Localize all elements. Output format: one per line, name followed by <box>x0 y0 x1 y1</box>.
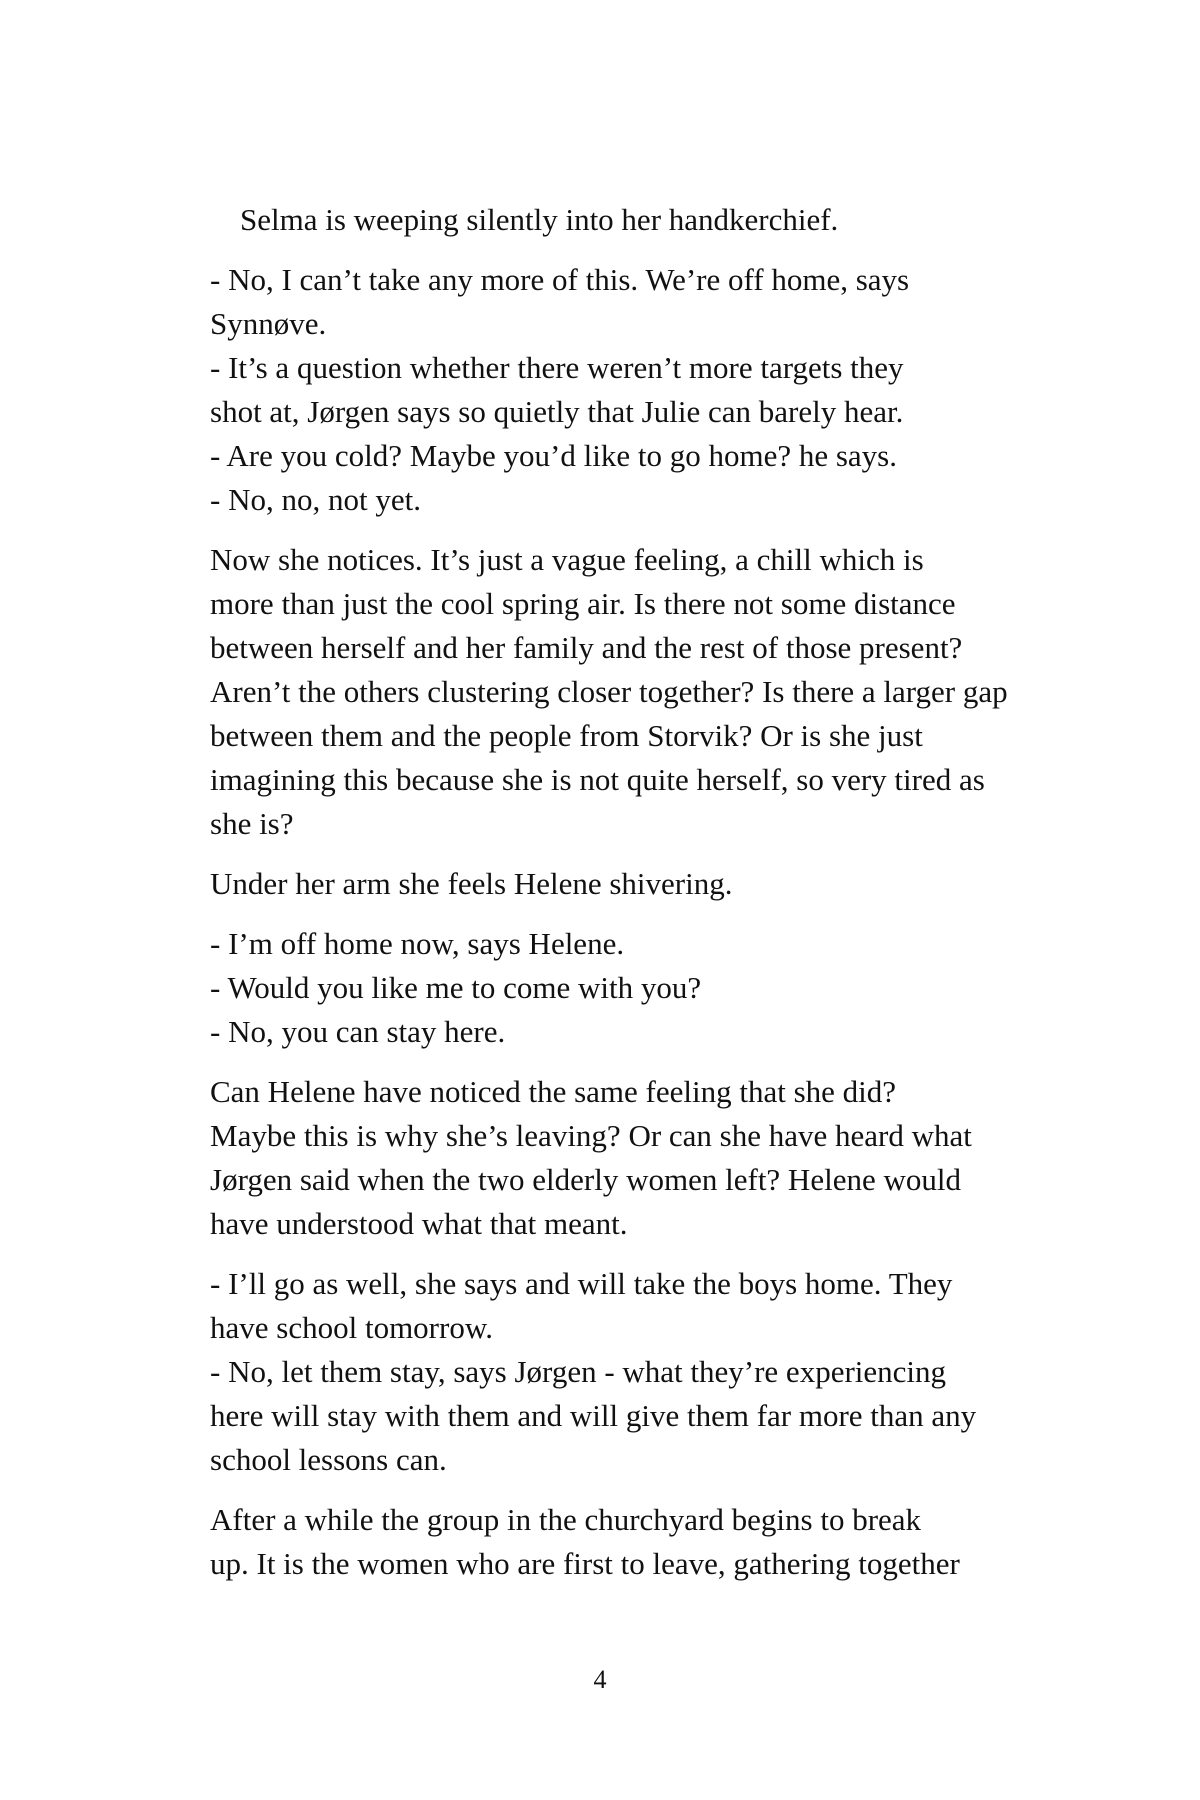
paragraph: - No, let them stay, says Jørgen - what they’re experiencing here will stay with them and will give them far more than any school lessons can. <box>210 1354 977 1477</box>
paragraph: - No, no, not yet. <box>210 482 421 517</box>
page-number: 4 <box>593 1665 607 1694</box>
paragraph: - I’ll go as well, she says and will take the boys home. They have school tomorrow. <box>210 1266 953 1345</box>
paragraph: - Are you cold? Maybe you’d like to go home? he says. <box>210 438 897 473</box>
body-text <box>150 198 1020 1586</box>
paragraph: - No, I can’t take any more of this. We’re off home, says Synnøve. <box>210 262 910 341</box>
paragraph: Selma is weeping silently into her handkerchief. <box>240 202 839 237</box>
paragraph: Under her arm she feels Helene shivering. <box>210 866 733 901</box>
paragraph: - No, you can stay here. <box>210 1014 506 1049</box>
paragraph: Now she notices. It’s just a vague feeling, a chill which is more than just the cool spring air. Is there not some distance between herself and her family and the rest of those present? Aren’t the others clustering closer together? Is there a larger gap between them and the people from Storvik? Or is she just imagining this because she is not quite herself, so very tired as she is? <box>210 542 1008 841</box>
paragraph: Can Helene have noticed the same feeling that she did? Maybe this is why she’s leaving? Or can she have heard what Jørgen said when the two elderly women left? Helene would have understood what that meant. <box>210 1074 972 1241</box>
paragraph: After a while the group in the churchyard begins to break up. It is the women who are first to leave, gathering together <box>210 1502 960 1581</box>
paragraph: - It’s a question whether there weren’t more targets they shot at, Jørgen says so quietly that Julie can barely hear. <box>210 350 904 429</box>
paragraph: - I’m off home now, says Helene. <box>210 926 625 961</box>
paragraph: - Would you like me to come with you? <box>210 970 702 1005</box>
